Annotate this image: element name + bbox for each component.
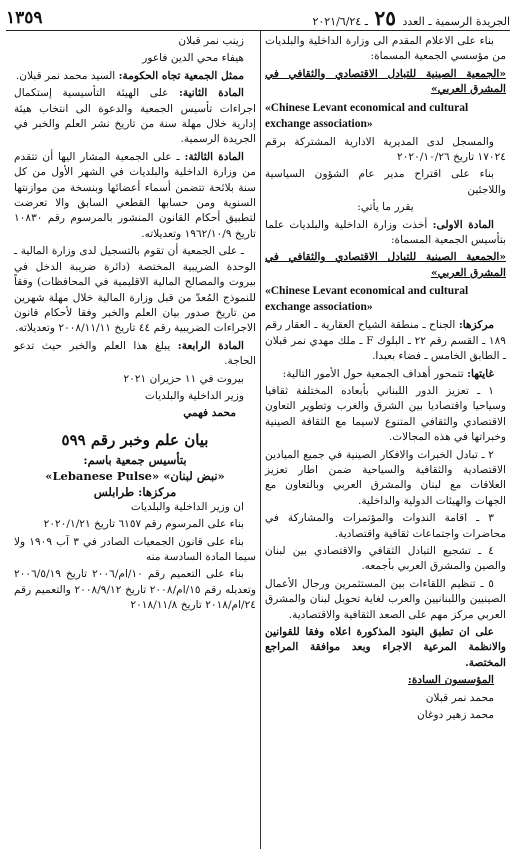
goals: [265, 367, 506, 382]
goals-text: تتمحور أهداف الجمعية حول الأمور التالية:: [282, 367, 464, 380]
article-2: [14, 86, 256, 148]
ministry-title: وزير الداخلية والبلديات: [144, 389, 244, 402]
goal-item: ١ ـ تعزيز الدور اللبناني بأبعاده المختلفة ثقافيا وسياحيا واقتصاديا بين الشرق والغرب وتطوير التعاون الاقتصادي والثقافي المتنوع لاسيما مع الثقافة الصينية وخبراتها في هذه المجالات.: [265, 384, 506, 444]
goals-label: غايتها:: [467, 367, 494, 380]
goal-item: ٢ ـ تبادل الخبرات والافكار الصينية في جميع الميادين الاقتصادية والثقافية والسياحية ضمن اطار تعزيز العلاقات مع لبنان والمشرق العربي وبالتعاون مع الجهات والهيئات الدولية والداخلية.: [265, 448, 506, 507]
left-column: [10, 31, 260, 849]
founder-name: محمد نمر قبلان: [425, 691, 494, 704]
notice-basis: بناء على قانون الجمعيات الصادر في ٣ آب ١٩٠٩ ولا سيما المادة السادسة منه: [14, 535, 256, 563]
headquarters: [265, 318, 506, 364]
notice-association-name: «نبض لبنان» «Lebanese Pulse»: [45, 468, 225, 483]
notice-basis: بناء على المرسوم رقم ٦١٥٧ تاريخ ٢٠٢٠/١/٢١: [43, 518, 244, 531]
gazette-name: الجريدة الرسمية ـ العدد: [402, 15, 510, 28]
government-representative: [14, 69, 256, 84]
article-4-text: يبلغ هذا العلم والخبر حيث تدعو الحاجة.: [14, 339, 256, 368]
article-3-label: المادة الثالثة:: [184, 150, 244, 163]
notice-intro: ان وزير الداخلية والبلديات: [130, 500, 244, 513]
founder-name: زينب نمر قبلان: [178, 35, 244, 47]
goal-item: ٥ ـ تنظيم اللقاءات بين المستثمرين ورجال الأعمال الصينيين واللبنانيين والعرب لغاية تحويل لبنان والمشرق العربي مركز مهم على الصعد الثقافية والاقتصادية.: [265, 577, 506, 621]
gazette-issue: [312, 6, 510, 30]
commitment-text: على ان تطبق البنود المذكورة اعلاه وفقا للقوانين والانظمة المرعية الاجراء وبعد موافقة المراجع المختصة.: [265, 626, 506, 669]
article-4: [14, 339, 256, 370]
founder-name: محمد زهير دوغان: [416, 709, 494, 722]
decides-text: يقرر ما يأتي:: [357, 201, 414, 214]
headquarters-label: مركزها:: [458, 319, 494, 332]
intro-text: بناء على الاعلام المقدم الى وزارة الداخلية والبلديات من مؤسسي الجمعية المسماة:: [265, 35, 506, 63]
notice-subtitle: بتأسيس جمعية باسم:: [83, 452, 187, 467]
article-1-label: المادة الاولى:: [432, 218, 494, 231]
association-name-ar: «الجمعية الصينية للتبادل الاقتصادي والثقافي في المشرق العربي»: [265, 67, 506, 96]
article-3-tax-text: ـ على الجمعية أن تقوم بالتسجيل لدى وزارة المالية ـ الوحدة الضريبية المختصة (دائرة ضريبة الدخل في بيروت والمصالح المالية الاقليمية في المحافظات) وفقاً للنموذج المُعدّ من قبل وزارة المالية خلال مهلة شهرين من تاريخ صدور بيان العلم والخبر وفقا لأحكام قانون الاجراءات الضريبية رقم ٤٤ تاريخ ٢٠٠٨/١١/١١ وتعديلاته.: [14, 245, 256, 335]
article-4-label: المادة الرابعة:: [177, 339, 244, 352]
article-2-text: على الهيئة التأسيسية إستكمال اجراءات تأسيس الجمعية والدعوة الى انتخاب هيئة إدارية خلال مهلة سنة من تاريخ نشر العلم والخبر في الجريدة الرسمية.: [14, 87, 256, 146]
representative-text: السيد محمد نمر قبلان.: [15, 69, 116, 82]
article-1-text: أخذت وزارة الداخلية والبلديات علما بتأسيس الجمعية المسماة:: [265, 218, 506, 247]
association-name-en-2: «Chinese Levant economical and cultural exchange association»: [265, 285, 469, 314]
article-3: [14, 150, 256, 242]
notice-title: بيان علم وخبر رقم ٥٩٩: [61, 430, 209, 449]
columns: [6, 31, 510, 849]
place-date: بيروت في ١١ حزيران ٢٠٢١: [123, 372, 244, 385]
goal-item: ٤ ـ تشجيع التبادل الثقافي والاقتصادي بين لبنان والصين والمشرق العربي بأجمعه.: [265, 544, 506, 573]
association-name-en: «Chinese Levant economical and cultural exchange association»: [265, 101, 469, 130]
founder-name: هيفاء محي الدين فاعور: [142, 52, 244, 65]
issue-number: ٢٥: [374, 6, 396, 30]
page-header: [6, 6, 510, 31]
article-1: [265, 218, 506, 249]
registration-text: والمسجل لدى المديرية الادارية المشتركة برقم ١٧٠٢٤ تاريخ ٢٠٢٠/١٠/٢٦: [265, 135, 506, 164]
right-column: [260, 31, 510, 849]
association-name-ar-2: «الجمعية الصينية للتبادل الاقتصادي والثقافي في المشرق العربي»: [265, 251, 506, 279]
article-3-text: ـ على الجمعية المشار اليها أن تتقدم من وزارة الداخلية والبلديات في الشهر الأول من كل سنة بلائحة تتضمن أسماء أعضائها وبنسخة من موازنتها السنوية ومن حسابها القطعي السابق والا تعرضت لتطبيق أحكام القانون المنشور بالمرسوم رقم ١٠٨٣٠ تاريخ ١٩٦٢/١٠/٩ وتعديلاته.: [14, 150, 256, 240]
issue-date: ـ ٢٠٢١/٦/٢٤: [312, 15, 368, 28]
page-number: ١٣٥٩: [6, 8, 43, 28]
article-2-label: المادة الثانية:: [178, 87, 244, 100]
minister-name: محمد فهمي: [183, 407, 236, 420]
notice-headquarters: مركزها: طرابلس: [93, 484, 177, 499]
goal-item: ٣ ـ اقامة الندوات والمؤتمرات والمشاركة في محاضرات واجتماعات ثقافية واقتصادية.: [265, 512, 506, 540]
representative-label: ممثل الجمعية تجاه الحكومة:: [118, 69, 244, 82]
notice-basis: بناء على التعميم رقم ١٠/ام/٢٠٠٦ تاريخ ٢٠٠٦/٥/١٩ وتعديله رقم ١٥/ام/٢٠٠٨ تاريخ ٢٠٠٨/٩/١٢ والتعميم رقم ٢٤/ام/٢٠١٨ تاريخ ٢٠١٨/١١/٨: [14, 568, 256, 612]
founders-label: المؤسسون السادة:: [407, 674, 494, 687]
proposal-text: بناء على اقتراح مدير عام الشؤون السياسية واللاجئين: [265, 168, 506, 196]
headquarters-text: الجناح ـ منطقة الشياح العقارية ـ العقار رقم ١٨٩ ـ القسم رقم ٢٢ ـ البلوك F ـ ملك مهدي نمر قبلان ـ الطابق الخامس ـ فضاء بعبدا.: [265, 319, 506, 363]
